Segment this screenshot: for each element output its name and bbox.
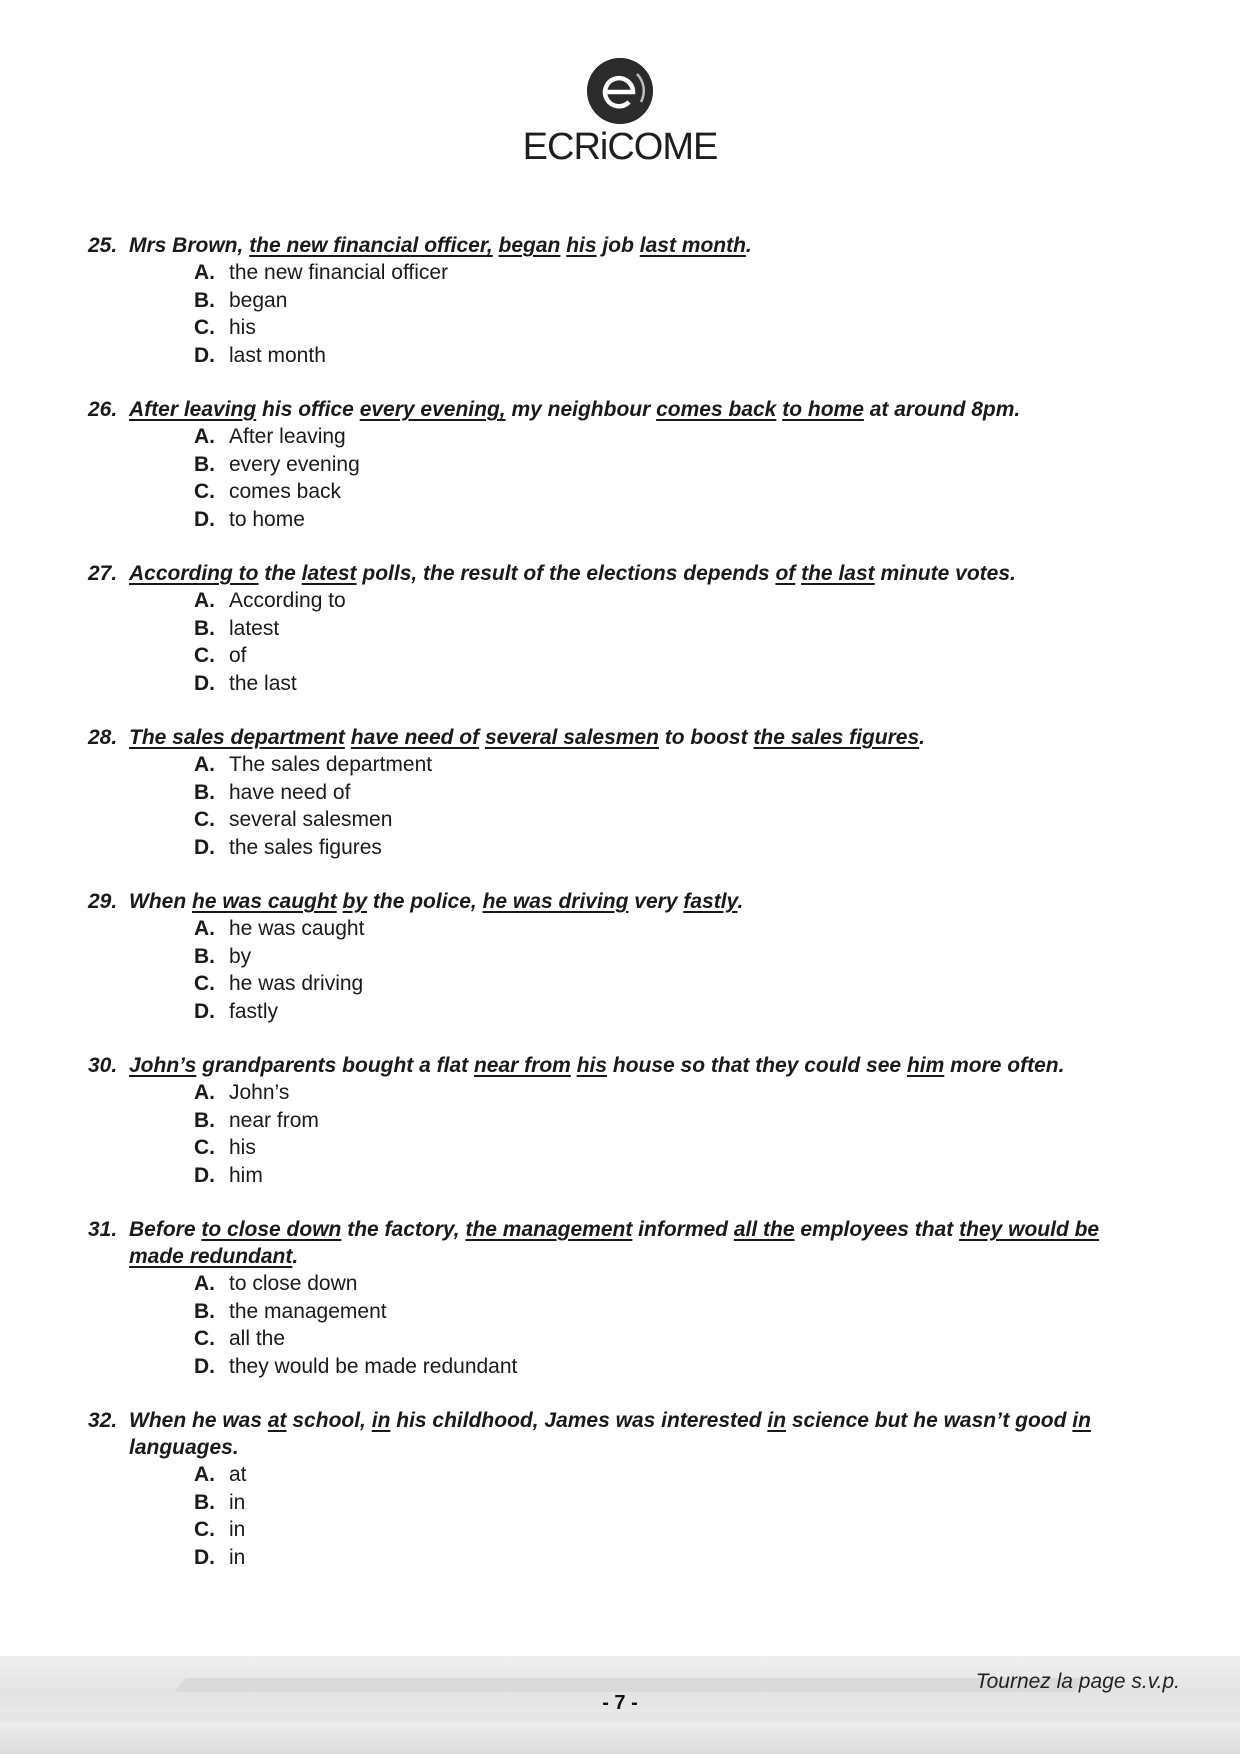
option-letter: C. [194,1518,215,1541]
answer-option [194,998,1158,1026]
option-letter: C. [194,316,215,339]
option-letter: C. [194,480,215,503]
option-letter: D. [194,507,215,531]
page-number: - 7 - [602,1692,638,1714]
answer-option [194,314,1158,342]
underlined-segment: all the [733,1218,795,1241]
answer-options [88,423,1158,533]
option-text: After leaving [229,425,346,448]
option-text: began [229,288,288,312]
answer-option [194,834,1158,862]
option-letter: C. [194,808,215,831]
stem-text: school, [286,1409,372,1432]
underlined-segment: fastly [683,890,738,913]
answer-option [194,779,1158,807]
stem-text: grandparents bought a flat [196,1054,474,1077]
stem-text: his office [256,398,360,421]
stem-text: . [745,234,752,257]
underlined-segment: him [906,1054,945,1077]
option-letter: C. [194,972,215,995]
underlined-segment: latest [301,562,357,585]
answer-option [194,751,1158,779]
question [88,396,1158,533]
answer-option [194,1489,1158,1517]
answer-option [194,1107,1158,1135]
underlined-segment: to home [782,398,864,421]
option-text: at [229,1463,247,1486]
answer-option [194,1298,1158,1326]
stem-text: languages. [129,1436,239,1459]
answer-option [194,1079,1158,1107]
underlined-segment: he was driving [482,890,629,913]
answer-options [88,1461,1158,1571]
answer-option [194,642,1158,670]
stem-text: job [596,234,640,257]
option-text: in [229,1490,246,1514]
question-stem [88,396,1158,423]
option-text: the last [229,671,297,695]
option-text: fastly [229,999,279,1023]
option-letter: A. [194,1081,215,1104]
option-letter: C. [194,1327,215,1350]
answer-option [194,506,1158,534]
option-letter: C. [194,644,215,667]
question-stem [88,560,1158,587]
answer-option [194,943,1158,971]
option-text: last month [229,343,326,367]
question-number: 30. [88,1054,118,1077]
stem-text: to boost [658,726,754,749]
answer-option [194,1162,1158,1190]
question-stem [88,1052,1158,1079]
stem-text: . [292,1245,299,1268]
option-text: he was driving [229,972,364,995]
stem-text: the police, [367,890,483,913]
answer-options [88,1270,1158,1380]
option-text: in [229,1545,246,1569]
underlined-segment: The sales department [129,726,345,749]
option-letter: D. [194,1354,215,1378]
underlined-segment: in [1072,1409,1091,1432]
answer-options [88,751,1158,861]
option-letter: A. [194,753,215,776]
option-letter: B. [194,1299,215,1323]
question-stem [88,888,1158,915]
option-text: in [229,1518,246,1541]
question-stem [88,724,1158,751]
underlined-segment: his [566,234,597,257]
option-letter: B. [194,616,215,640]
stem-text: house so that they could see [607,1054,907,1077]
option-text: his [229,316,256,339]
option-letter: B. [194,780,215,804]
stem-text: When he was [129,1409,268,1432]
option-text: to close down [229,1272,358,1295]
question-number: 27. [88,562,118,585]
question-number: 29. [88,890,118,913]
underlined-segment: in [767,1409,787,1432]
question-number: 31. [88,1218,118,1241]
answer-option [194,287,1158,315]
option-text: him [229,1163,263,1187]
answer-option [194,1516,1158,1544]
answer-option [194,915,1158,943]
answer-option [194,451,1158,479]
option-text: The sales department [229,753,433,776]
option-text: all the [229,1327,286,1350]
option-letter: B. [194,944,215,968]
stem-text: his childhood, James was interested [390,1409,768,1432]
stem-text: very [628,890,684,913]
option-text: the management [229,1299,387,1323]
option-text: latest [229,616,280,640]
answer-option [194,259,1158,287]
option-text: his [229,1136,256,1159]
stem-text: minute votes. [874,562,1016,585]
option-letter: A. [194,589,215,612]
underlined-segment: every evening, [359,398,506,421]
option-text: comes back [229,480,342,503]
option-letter: D. [194,999,215,1023]
logo [0,58,1240,169]
option-text: John’s [229,1081,290,1104]
question [88,724,1158,861]
answer-option [194,806,1158,834]
stem-text: Before [129,1218,202,1241]
stem-text: polls, the result of the elections depends [356,562,776,585]
question-stem [88,1407,1158,1461]
underlined-segment: in [371,1409,391,1432]
answer-option [194,478,1158,506]
question-stem [88,1216,1158,1270]
option-letter: A. [194,917,215,940]
option-letter: B. [194,1108,215,1132]
option-text: every evening [229,452,360,476]
underlined-segment: After leaving [129,398,257,421]
underlined-segment: began [498,234,561,257]
option-letter: C. [194,1136,215,1159]
underlined-segment: the management [465,1218,633,1241]
stem-text: science but he wasn’t good [786,1409,1073,1432]
underlined-segment: John’s [129,1054,197,1077]
option-letter: D. [194,1163,215,1187]
answer-options [88,915,1158,1025]
option-text: have need of [229,780,351,804]
question [88,888,1158,1025]
option-letter: B. [194,1490,215,1514]
question-number: 26. [88,398,118,421]
option-text: According to [229,589,346,612]
underlined-segment: he was caught [192,890,337,913]
answer-option [194,670,1158,698]
underlined-segment: of [775,562,796,585]
stem-text: more often. [944,1054,1065,1077]
underlined-segment: the last [801,562,875,585]
underlined-segment: the new financial officer, [249,234,493,257]
underlined-segment: near from [473,1054,571,1077]
option-text: to home [229,507,305,531]
option-letter: B. [194,288,215,312]
stem-text: the [258,562,302,585]
underlined-segment: last month [639,234,746,257]
stem-text: informed [632,1218,734,1241]
underlined-segment: they would be made redundant [129,1218,1100,1268]
option-text: the new financial officer [229,261,449,284]
answer-option [194,1461,1158,1489]
underlined-segment: by [342,890,368,913]
underlined-segment: comes back [656,398,777,421]
underlined-segment: his [576,1054,608,1077]
question [88,1407,1158,1571]
stem-text: . [919,726,925,749]
answer-options [88,1079,1158,1189]
option-letter: B. [194,452,215,476]
question-stem [88,232,1158,259]
option-text: several salesmen [229,808,393,831]
turn-page-note: Tournez la page s.v.p. [975,1670,1180,1693]
option-letter: D. [194,671,215,695]
stem-text: When [129,890,192,913]
answer-option [194,1270,1158,1298]
question-number: 25. [88,234,118,257]
answer-options [88,259,1158,369]
option-text: the sales figures [229,835,382,859]
option-text: of [229,644,247,667]
option-letter: A. [194,261,215,284]
option-letter: A. [194,1463,215,1486]
answer-option [194,1325,1158,1353]
answer-option [194,1544,1158,1572]
question-number: 28. [88,726,118,749]
answer-option [194,587,1158,615]
question [88,1052,1158,1189]
question [88,560,1158,697]
underlined-segment: several salesmen [484,726,659,749]
answer-option [194,423,1158,451]
option-letter: D. [194,343,215,367]
question [88,1216,1158,1380]
stem-text: my neighbour [505,398,657,421]
answer-option [194,342,1158,370]
answer-option [194,1134,1158,1162]
stem-text: at around 8pm. [863,398,1021,421]
stem-text: . [737,890,744,913]
stem-text: Mrs Brown, [129,234,250,257]
option-text: they would be made redundant [229,1354,518,1378]
question-number: 32. [88,1409,118,1432]
answer-option [194,970,1158,998]
stem-text: employees that [794,1218,960,1241]
underlined-segment: the sales figures [753,726,920,749]
underlined-segment: have need of [350,726,480,749]
underlined-segment: According to [129,562,259,585]
question-list [88,232,1158,1598]
option-text: he was caught [229,917,365,940]
answer-options [88,587,1158,697]
option-letter: A. [194,1272,215,1295]
option-text: near from [229,1108,319,1132]
option-text: by [229,944,252,968]
stem-text: the factory, [341,1218,466,1241]
answer-option [194,1353,1158,1381]
option-letter: A. [194,425,215,448]
option-letter: D. [194,1545,215,1569]
answer-option [194,615,1158,643]
logo-text: ECRiCOME [522,126,718,168]
underlined-segment: at [267,1409,287,1432]
ecricome-logo-icon [587,58,653,124]
option-letter: D. [194,835,215,859]
question [88,232,1158,369]
underlined-segment: to close down [201,1218,342,1241]
